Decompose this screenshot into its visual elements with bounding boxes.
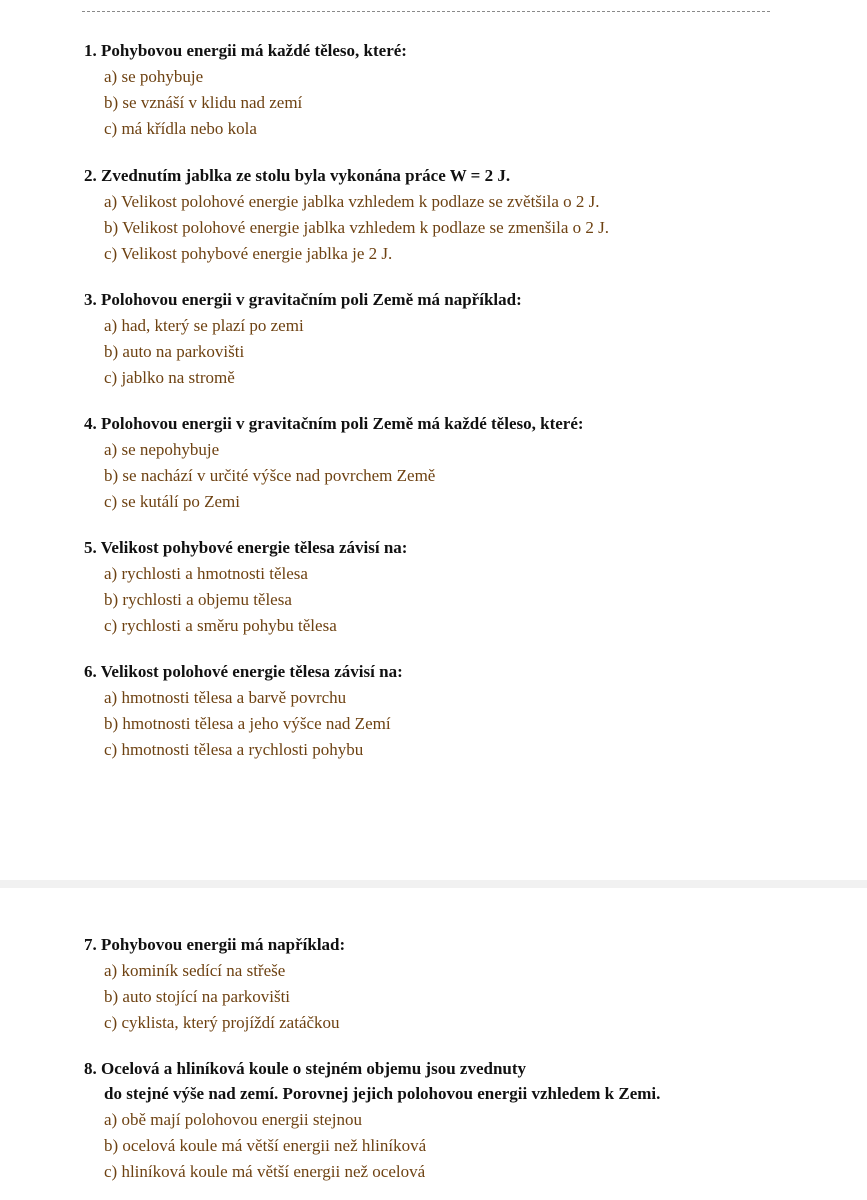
question-5-answer-c: c) rychlosti a směru pohybu tělesa	[104, 616, 337, 635]
page-separator	[0, 880, 867, 888]
question-7-answer-b: b) auto stojící na parkovišti	[104, 987, 291, 1006]
question-6-answer-a: a) hmotnosti tělesa a barvě povrchu	[104, 688, 347, 707]
question-1-answer-a: a) se pohybuje	[104, 67, 204, 86]
question-3-answer-a: a) had, který se plazí po zemi	[104, 316, 304, 335]
question-5-answer-a: a) rychlosti a hmotnosti tělesa	[104, 564, 308, 583]
question-2-answer-c: c) Velikost pohybové energie jablka je 2 J.	[104, 244, 393, 263]
question-6-answer-b: b) hmotnosti tělesa a jeho výšce nad Zemí	[104, 714, 391, 733]
question-5-title: 5. Velikost pohybové energie tělesa závisí na:	[84, 538, 408, 557]
question-7-answer-c: c) cyklista, který projíždí zatáčkou	[104, 1013, 340, 1032]
question-6-title: 6. Velikost polohové energie tělesa závisí na:	[84, 662, 403, 681]
question-4-answer-c: c) se kutálí po Zemi	[104, 492, 240, 511]
question-1-answer-c: c) má křídla nebo kola	[104, 119, 257, 138]
question-2-answer-b: b) Velikost polohové energie jablka vzhledem k podlaze se zmenšila o 2 J.	[104, 218, 609, 237]
question-7-title: 7. Pohybovou energii má například:	[84, 935, 346, 954]
question-1-title: 1. Pohybovou energii má každé těleso, které:	[84, 41, 407, 60]
question-8-answer-c: c) hliníková koule má větší energii než ocelová	[104, 1162, 426, 1181]
question-8-answer-b: b) ocelová koule má větší energii než hliníková	[104, 1136, 427, 1155]
question-6-answer-c: c) hmotnosti tělesa a rychlosti pohybu	[104, 740, 364, 759]
question-3-answer-c: c) jablko na stromě	[104, 368, 235, 387]
question-2-title: 2. Zvednutím jablka ze stolu byla vykonána práce W = 2 J.	[84, 166, 511, 185]
question-2-answer-a: a) Velikost polohové energie jablka vzhledem k podlaze se zvětšila o 2 J.	[104, 192, 600, 211]
question-1-answer-b: b) se vznáší v klidu nad zemí	[104, 93, 303, 112]
question-8-answer-a: a) obě mají polohovou energii stejnou	[104, 1110, 362, 1129]
question-4-title: 4. Polohovou energii v gravitačním poli Země má každé těleso, které:	[84, 414, 584, 433]
question-5-answer-b: b) rychlosti a objemu tělesa	[104, 590, 292, 609]
dashed-divider	[82, 11, 770, 12]
question-3-title: 3. Polohovou energii v gravitačním poli Země má například:	[84, 290, 522, 309]
question-4-answer-a: a) se nepohybuje	[104, 440, 220, 459]
question-7-answer-a: a) kominík sedící na střeše	[104, 961, 286, 980]
question-8-title-continued: do stejné výše nad zemí. Porovnej jejich polohovou energii vzhledem k Zemi.	[104, 1084, 661, 1103]
question-8-title: 8. Ocelová a hliníková koule o stejném objemu jsou zvednuty	[84, 1059, 527, 1078]
question-4-answer-b: b) se nachází v určité výšce nad povrchem Země	[104, 466, 436, 485]
question-3-answer-b: b) auto na parkovišti	[104, 342, 245, 361]
